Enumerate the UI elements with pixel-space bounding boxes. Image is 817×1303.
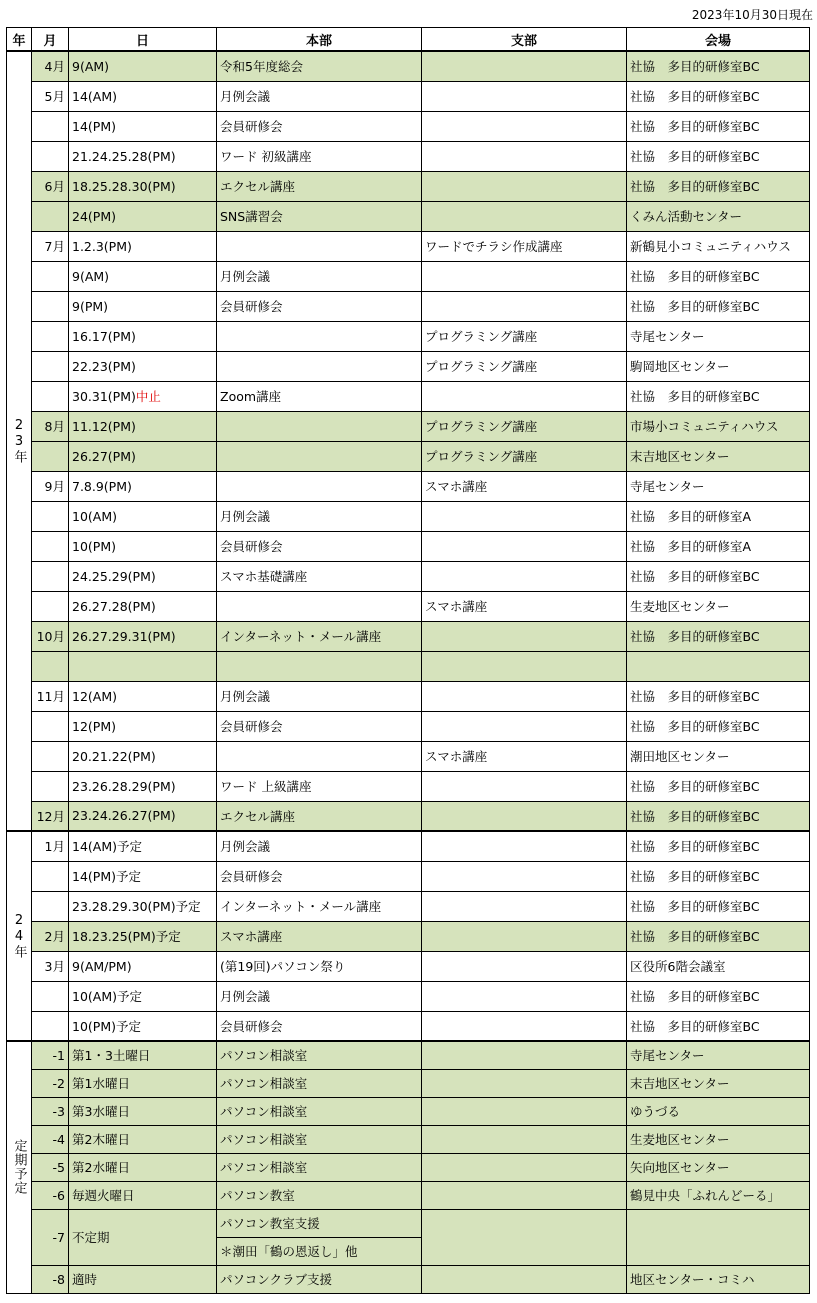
day-cell: 不定期: [69, 1209, 217, 1265]
day-cell: [69, 171, 217, 201]
month-cell: -1: [32, 1041, 69, 1069]
venue-cell: 地区センター・コミハ: [627, 1265, 810, 1293]
table-row: [7, 1181, 810, 1209]
honbu-cell: 会員研修会: [217, 111, 422, 141]
shibu-cell: [422, 981, 627, 1011]
day-cell: [69, 681, 217, 711]
table-row: [7, 1153, 810, 1181]
day-text: 18.25.28.30(PM): [72, 178, 176, 194]
honbu-cell: 月例会議: [217, 501, 422, 531]
day-text: 14(AM)予定: [72, 839, 142, 855]
day-cell: [69, 771, 217, 801]
table-row: [7, 1265, 810, 1293]
honbu-cell: パソコンクラブ支援: [217, 1265, 422, 1293]
schedule-table: [6, 27, 810, 1294]
venue-cell: 駒岡地区センター: [627, 351, 810, 381]
table-row: [7, 261, 810, 291]
venue-cell: 末吉地区センター: [627, 441, 810, 471]
cancelled-note: 中止: [135, 389, 161, 404]
day-text: 14(PM)予定: [72, 869, 141, 884]
month-cell: -3: [32, 1097, 69, 1125]
month-cell: [32, 141, 69, 171]
table-row: [7, 831, 810, 861]
day-cell: [69, 531, 217, 561]
day-cell: 第1・3土曜日: [69, 1041, 217, 1069]
venue-cell: 社協 多目的研修室BC: [627, 921, 810, 951]
day-cell: [69, 471, 217, 501]
shibu-cell: [422, 1011, 627, 1041]
day-cell: [69, 51, 217, 81]
venue-cell: 社協 多目的研修室BC: [627, 171, 810, 201]
honbu-cell: 月例会議: [217, 681, 422, 711]
shibu-cell: [422, 711, 627, 741]
day-text: 9(AM): [72, 58, 110, 74]
day-cell: [69, 141, 217, 171]
header-venue: 会場: [627, 28, 810, 52]
day-text: 12(PM): [72, 718, 116, 734]
day-text: 9(PM): [72, 298, 109, 314]
day-text: 18.23.25(PM)予定: [72, 929, 181, 944]
shibu-cell: スマホ講座: [422, 741, 627, 771]
day-cell: [69, 261, 217, 291]
table-row: [7, 1011, 810, 1041]
table-row: [7, 381, 810, 411]
table-row: [7, 171, 810, 201]
day-text: 10(PM): [72, 538, 116, 554]
table-row: [7, 621, 810, 651]
venue-cell: 社協 多目的研修室BC: [627, 141, 810, 171]
honbu-cell: (第19回)パソコン祭り: [217, 951, 422, 981]
table-row: [7, 771, 810, 801]
shibu-cell: プログラミング講座: [422, 351, 627, 381]
year-label: 23年: [7, 51, 32, 831]
venue-cell: 潮田地区センター: [627, 741, 810, 771]
honbu-cell: 令和5年度総会: [217, 51, 422, 81]
table-row: [7, 1041, 810, 1069]
month-cell: [32, 501, 69, 531]
honbu-cell: ワード 初級講座: [217, 141, 422, 171]
honbu-cell: 月例会議: [217, 831, 422, 861]
day-text: 14(PM): [72, 118, 116, 134]
honbu-cell: 月例会議: [217, 261, 422, 291]
shibu-cell: [422, 201, 627, 231]
venue-cell: 社協 多目的研修室BC: [627, 111, 810, 141]
shibu-cell: [422, 771, 627, 801]
table-row: [7, 141, 810, 171]
venue-cell: 社協 多目的研修室BC: [627, 381, 810, 411]
month-cell: 5月: [32, 81, 69, 111]
month-cell: 6月: [32, 171, 69, 201]
day-text: 24.25.29(PM): [72, 568, 156, 584]
table-row: [7, 561, 810, 591]
month-cell: [32, 381, 69, 411]
honbu-cell: [217, 351, 422, 381]
table-row: [7, 51, 810, 81]
day-cell: 第2木曜日: [69, 1125, 217, 1153]
venue-cell: 社協 多目的研修室BC: [627, 801, 810, 831]
honbu-cell: パソコン教室: [217, 1181, 422, 1209]
month-cell: 9月: [32, 471, 69, 501]
day-text: 20.21.22(PM): [72, 748, 156, 764]
day-cell: [69, 111, 217, 141]
day-text: 12(AM): [72, 688, 117, 704]
day-cell: [69, 231, 217, 261]
venue-cell: 市場小コミュニティハウス: [627, 411, 810, 441]
day-text: 10(AM)予定: [72, 989, 142, 1004]
header-shibu: 支部: [422, 28, 627, 52]
shibu-cell: [422, 1125, 627, 1153]
honbu-cell: 会員研修会: [217, 291, 422, 321]
table-row: [7, 801, 810, 831]
honbu-cell: パソコン相談室: [217, 1153, 422, 1181]
month-cell: [32, 651, 69, 681]
table-row: [7, 1069, 810, 1097]
year-label: 24年: [7, 831, 32, 1041]
shibu-cell: [422, 891, 627, 921]
header-month: 月: [32, 28, 69, 52]
month-cell: 7月: [32, 231, 69, 261]
honbu-cell: ワード 上級講座: [217, 771, 422, 801]
month-cell: 4月: [32, 51, 69, 81]
venue-cell: 社協 多目的研修室BC: [627, 831, 810, 861]
day-text: 26.27(PM): [72, 448, 136, 464]
day-text: 22.23(PM): [72, 358, 136, 374]
day-text: 30.31(PM): [72, 389, 136, 404]
honbu-cell: 会員研修会: [217, 531, 422, 561]
day-cell: [69, 351, 217, 381]
honbu-cell: パソコン相談室: [217, 1069, 422, 1097]
month-cell: -4: [32, 1125, 69, 1153]
shibu-cell: プログラミング講座: [422, 441, 627, 471]
day-cell: 適時: [69, 1265, 217, 1293]
month-cell: [32, 711, 69, 741]
honbu-cell: エクセル講座: [217, 801, 422, 831]
header-day: 日: [69, 28, 217, 52]
day-cell: [69, 981, 217, 1011]
shibu-cell: [422, 1209, 627, 1265]
shibu-cell: プログラミング講座: [422, 411, 627, 441]
shibu-cell: [422, 1181, 627, 1209]
day-text: 23.28.29.30(PM)予定: [72, 899, 201, 914]
honbu-cell: [217, 471, 422, 501]
honbu-cell: [217, 651, 422, 681]
table-row: [7, 651, 810, 681]
venue-cell: 社協 多目的研修室BC: [627, 621, 810, 651]
table-row: [7, 681, 810, 711]
day-cell: [69, 711, 217, 741]
venue-cell: 社協 多目的研修室BC: [627, 261, 810, 291]
table-row: [7, 591, 810, 621]
venue-cell: 生麦地区センター: [627, 591, 810, 621]
honbu-cell: 月例会議: [217, 981, 422, 1011]
honbu-cell: Zoom講座: [217, 381, 422, 411]
day-cell: [69, 81, 217, 111]
month-cell: -5: [32, 1153, 69, 1181]
shibu-cell: [422, 1097, 627, 1125]
honbu-cell: 会員研修会: [217, 1011, 422, 1041]
month-cell: [32, 591, 69, 621]
header-year: 年: [7, 28, 32, 52]
shibu-cell: [422, 501, 627, 531]
shibu-cell: [422, 1265, 627, 1293]
table-row: [7, 291, 810, 321]
honbu-cell: インターネット・メール講座: [217, 891, 422, 921]
venue-cell: 生麦地区センター: [627, 1125, 810, 1153]
day-text: 10(PM)予定: [72, 1018, 141, 1034]
honbu-cell: [217, 441, 422, 471]
honbu-cell: パソコン教室支援: [217, 1209, 422, 1237]
table-row: [7, 441, 810, 471]
month-cell: [32, 201, 69, 231]
venue-cell: 社協 多目的研修室BC: [627, 711, 810, 741]
day-cell: [69, 561, 217, 591]
table-row: [7, 501, 810, 531]
day-text: 14(AM): [72, 88, 117, 104]
shibu-cell: [422, 381, 627, 411]
honbu-cell: スマホ講座: [217, 921, 422, 951]
month-cell: [32, 771, 69, 801]
venue-cell: 寺尾センター: [627, 471, 810, 501]
honbu-cell: パソコン相談室: [217, 1041, 422, 1069]
day-cell: [69, 621, 217, 651]
honbu-cell: 会員研修会: [217, 861, 422, 891]
shibu-cell: プログラミング講座: [422, 321, 627, 351]
venue-cell: 社協 多目的研修室BC: [627, 981, 810, 1011]
shibu-cell: [422, 261, 627, 291]
day-cell: [69, 861, 217, 891]
shibu-cell: [422, 621, 627, 651]
day-text: 1.2.3(PM): [72, 238, 132, 254]
table-row: [7, 531, 810, 561]
table-row: [7, 981, 810, 1011]
month-cell: 10月: [32, 621, 69, 651]
day-text: 10(AM): [72, 508, 117, 524]
shibu-cell: スマホ講座: [422, 471, 627, 501]
venue-cell: ゆうづる: [627, 1097, 810, 1125]
day-cell: [69, 921, 217, 951]
venue-cell: 社協 多目的研修室A: [627, 531, 810, 561]
table-row: [7, 471, 810, 501]
honbu-cell: [217, 231, 422, 261]
day-cell: [69, 651, 217, 681]
table-row: [7, 231, 810, 261]
day-cell: 毎週火曜日: [69, 1181, 217, 1209]
as-of-date: 2023年10月30日現在: [691, 8, 813, 22]
day-text: 23.24.26.27(PM): [72, 808, 176, 824]
table-row: [7, 921, 810, 951]
venue-cell: 社協 多目的研修室BC: [627, 861, 810, 891]
shibu-cell: [422, 81, 627, 111]
month-cell: 3月: [32, 951, 69, 981]
honbu-cell: [217, 741, 422, 771]
shibu-cell: [422, 1153, 627, 1181]
day-text: 26.27.28(PM): [72, 598, 156, 614]
venue-cell: 寺尾センター: [627, 1041, 810, 1069]
shibu-cell: [422, 531, 627, 561]
venue-cell: 社協 多目的研修室BC: [627, 681, 810, 711]
honbu-cell: 会員研修会: [217, 711, 422, 741]
shibu-cell: [422, 111, 627, 141]
shibu-cell: [422, 921, 627, 951]
shibu-cell: [422, 1069, 627, 1097]
venue-cell: 社協 多目的研修室BC: [627, 1011, 810, 1041]
table-row: [7, 951, 810, 981]
schedule-body: [7, 51, 810, 1293]
table-row: [7, 321, 810, 351]
day-cell: 第1水曜日: [69, 1069, 217, 1097]
day-cell: [69, 201, 217, 231]
venue-cell: 社協 多目的研修室BC: [627, 891, 810, 921]
day-text: 9(AM): [72, 268, 110, 284]
day-cell: [69, 831, 217, 861]
month-cell: 8月: [32, 411, 69, 441]
shibu-cell: [422, 291, 627, 321]
table-row: [7, 411, 810, 441]
venue-cell: 社協 多目的研修室BC: [627, 561, 810, 591]
honbu-cell: SNS講習会: [217, 201, 422, 231]
month-cell: [32, 1011, 69, 1041]
shibu-cell: スマホ講座: [422, 591, 627, 621]
venue-cell: [627, 651, 810, 681]
table-row: [7, 861, 810, 891]
day-cell: [69, 321, 217, 351]
honbu-cell: [217, 591, 422, 621]
table-row: [7, 741, 810, 771]
header-honbu: 本部: [217, 28, 422, 52]
honbu-cell: インターネット・メール講座: [217, 621, 422, 651]
honbu-cell: パソコン相談室: [217, 1097, 422, 1125]
month-cell: [32, 261, 69, 291]
month-cell: [32, 351, 69, 381]
month-cell: [32, 441, 69, 471]
shibu-cell: [422, 171, 627, 201]
day-text: 26.27.29.31(PM): [72, 628, 176, 644]
venue-cell: 矢向地区センター: [627, 1153, 810, 1181]
venue-cell: 寺尾センター: [627, 321, 810, 351]
shibu-cell: [422, 141, 627, 171]
day-text: 16.17(PM): [72, 328, 136, 344]
shibu-cell: ワードでチラシ作成講座: [422, 231, 627, 261]
shibu-cell: [422, 801, 627, 831]
shibu-cell: [422, 831, 627, 861]
shibu-cell: [422, 651, 627, 681]
day-cell: [69, 951, 217, 981]
venue-cell: 社協 多目的研修室BC: [627, 771, 810, 801]
venue-cell: 新鶴見小コミュニティハウス: [627, 231, 810, 261]
venue-cell: 末吉地区センター: [627, 1069, 810, 1097]
venue-cell: 社協 多目的研修室A: [627, 501, 810, 531]
month-cell: 11月: [32, 681, 69, 711]
month-cell: -6: [32, 1181, 69, 1209]
day-text: 24(PM): [72, 208, 116, 224]
honbu-cell: エクセル講座: [217, 171, 422, 201]
table-row: [7, 891, 810, 921]
honbu-cell: ＊潮田「鶴の恩返し」他: [217, 1237, 422, 1265]
month-cell: [32, 981, 69, 1011]
table-row: [7, 81, 810, 111]
month-cell: 12月: [32, 801, 69, 831]
venue-cell: 社協 多目的研修室BC: [627, 51, 810, 81]
shibu-cell: [422, 51, 627, 81]
month-cell: -8: [32, 1265, 69, 1293]
day-text: 9(AM/PM): [72, 958, 132, 974]
day-cell: [69, 291, 217, 321]
month-cell: [32, 741, 69, 771]
venue-cell: 社協 多目的研修室BC: [627, 81, 810, 111]
day-cell: [69, 501, 217, 531]
month-cell: 2月: [32, 921, 69, 951]
venue-cell: 鶴見中央「ふれんどーる」: [627, 1181, 810, 1209]
table-row: [7, 111, 810, 141]
venue-cell: 区役所6階会議室: [627, 951, 810, 981]
day-cell: [69, 891, 217, 921]
month-cell: 1月: [32, 831, 69, 861]
venue-cell: 社協 多目的研修室BC: [627, 291, 810, 321]
day-cell: [69, 741, 217, 771]
shibu-cell: [422, 1041, 627, 1069]
day-text: 21.24.25.28(PM): [72, 148, 176, 164]
shibu-cell: [422, 861, 627, 891]
day-text: 23.26.28.29(PM): [72, 778, 176, 794]
honbu-cell: [217, 321, 422, 351]
day-cell: [69, 381, 217, 411]
day-cell: [69, 801, 217, 831]
day-cell: [69, 1011, 217, 1041]
table-row: [7, 1125, 810, 1153]
table-row: [7, 1209, 810, 1237]
honbu-cell: スマホ基礎講座: [217, 561, 422, 591]
month-cell: -7: [32, 1209, 69, 1265]
table-row: [7, 711, 810, 741]
month-cell: [32, 321, 69, 351]
table-row: [7, 1097, 810, 1125]
venue-cell: くみん活動センター: [627, 201, 810, 231]
shibu-cell: [422, 561, 627, 591]
day-text: 7.8.9(PM): [72, 478, 132, 494]
header-row: [7, 28, 810, 52]
month-cell: [32, 531, 69, 561]
month-cell: [32, 861, 69, 891]
month-cell: -2: [32, 1069, 69, 1097]
day-cell: [69, 441, 217, 471]
month-cell: [32, 561, 69, 591]
table-row: [7, 351, 810, 381]
month-cell: [32, 891, 69, 921]
day-cell: 第3水曜日: [69, 1097, 217, 1125]
day-text: 11.12(PM): [72, 418, 136, 434]
honbu-cell: 月例会議: [217, 81, 422, 111]
year-label: 定期予定: [7, 1041, 32, 1293]
month-cell: [32, 111, 69, 141]
month-cell: [32, 291, 69, 321]
shibu-cell: [422, 681, 627, 711]
honbu-cell: [217, 411, 422, 441]
shibu-cell: [422, 951, 627, 981]
honbu-cell: パソコン相談室: [217, 1125, 422, 1153]
day-cell: 第2水曜日: [69, 1153, 217, 1181]
table-row: [7, 201, 810, 231]
venue-cell: [627, 1209, 810, 1265]
day-cell: [69, 591, 217, 621]
day-cell: [69, 411, 217, 441]
